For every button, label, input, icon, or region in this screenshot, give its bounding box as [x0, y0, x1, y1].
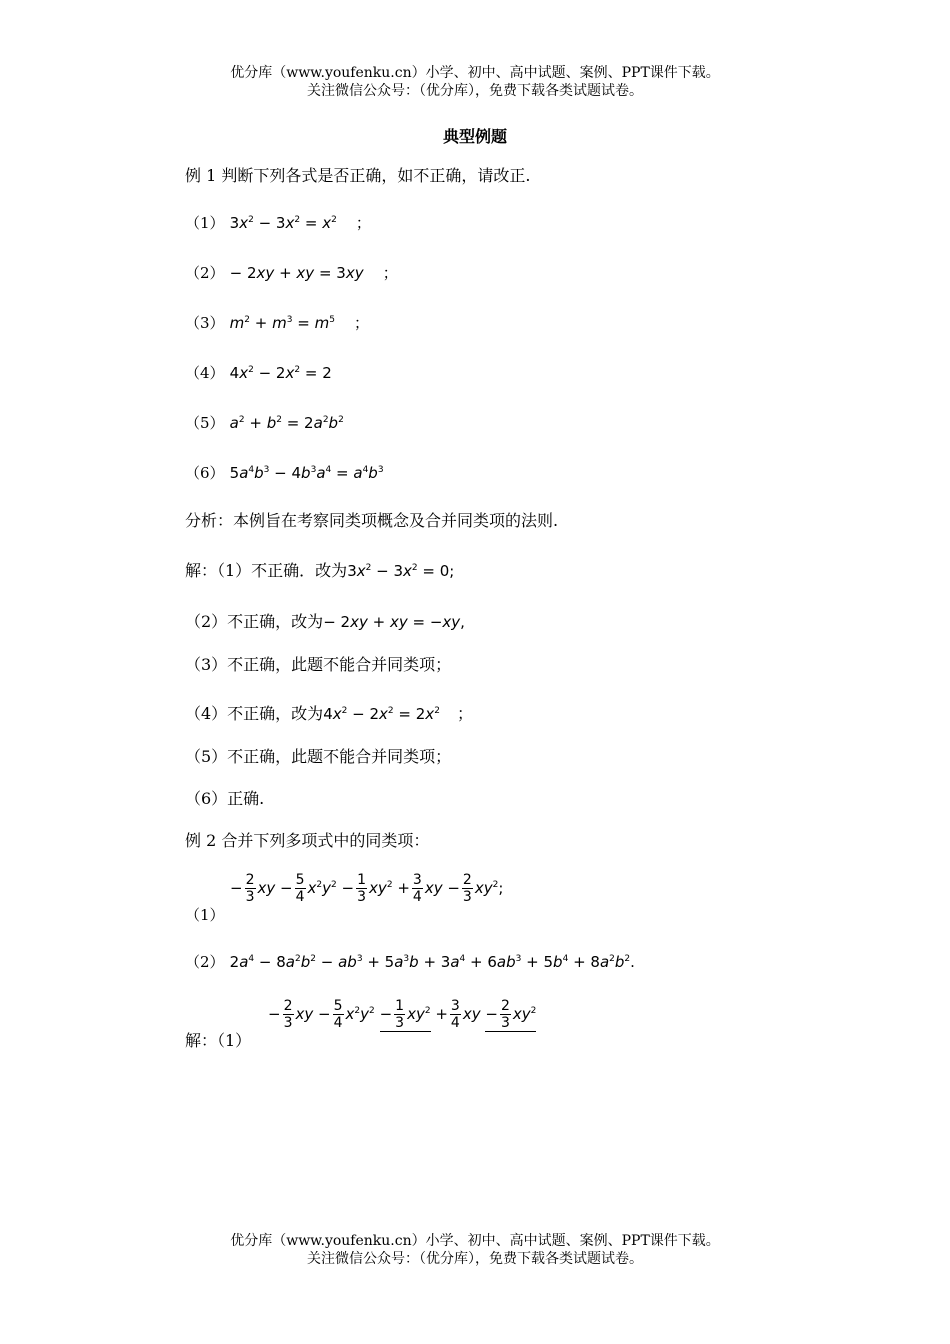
header-line-1: 优分库（www.youfenku.cn）小学、初中、高中试题、案例、PPT课件下载。	[230, 65, 720, 81]
analysis-text: 分析：本例旨在考察同类项概念及合并同类项的法则.	[185, 511, 559, 530]
item-label: （3）	[185, 314, 225, 332]
example-1-prompt: 例 1 判断下列各式是否正确，如不正确，请改正.	[185, 166, 531, 185]
solution-prefix: （2）不正确，改为	[185, 612, 324, 631]
footer-line-1: 优分库（www.youfenku.cn）小学、初中、高中试题、案例、PPT课件下载。	[230, 1233, 720, 1249]
solution-prefix: （4）不正确，改为	[185, 704, 324, 723]
solution-1-line-2	[185, 611, 465, 633]
example-1-item-4	[185, 362, 332, 383]
item-tail: ；	[354, 314, 370, 332]
formula: − 2xy + xy = 3xy	[229, 264, 364, 282]
solution-1-line-3: （3）不正确，此题不能合并同类项；	[185, 655, 452, 674]
formula: $3x^2 - 3x^2 = x^2$	[229, 214, 337, 232]
header-line-2: 关注微信公众号：（优分库），免费下载各类试题试卷。	[307, 83, 643, 99]
item-label: （6）	[185, 464, 225, 482]
item-label: （1）	[185, 214, 225, 232]
formula: $4x^2 - 2x^2 = 2$	[229, 364, 332, 382]
footer-line-2: 关注微信公众号：（优分库），免费下载各类试题试卷。	[307, 1251, 643, 1267]
example-1-item-2	[185, 262, 398, 283]
example-2-prompt: 例 2 合并下列多项式中的同类项：	[185, 831, 430, 850]
item-tail: ；	[382, 264, 398, 282]
example-1-item-1	[185, 212, 371, 233]
page-title: 典型例题	[442, 127, 507, 146]
example-1-item-5	[185, 412, 344, 433]
item-label: （2）	[185, 953, 225, 971]
formula: $2a^4 - 8a^2b^2 - ab^3 + 5a^3b + 3a^4 + 6ab^3 + 5b^4 + 8a^2b^2$.	[229, 953, 635, 971]
solution-2-prefix: 解：（1）	[185, 1031, 252, 1050]
solution-1-line-1	[185, 560, 454, 582]
solution-1-line-6: （6）正确.	[185, 789, 265, 808]
solution-1-line-4	[185, 703, 473, 725]
formula: $m^2 + m^3 = m^5$	[229, 314, 335, 332]
item-label: （2）	[185, 264, 225, 282]
formula: $5a^4b^3 - 4b^3a^4 = a^4b^3$	[229, 464, 384, 482]
item-label: （5）	[185, 414, 225, 432]
formula: $4x^2 - 2x^2 = 2x^2$	[323, 705, 440, 723]
example-1-item-6	[185, 462, 384, 483]
example-2-item-2	[185, 951, 635, 972]
example-2-item-1-label: （1）	[185, 906, 225, 924]
solution-2-formula: − $\frac{2}{3}$ xy − $\frac{5}{4}$ $x^2y^2$ − $\frac{1}{3}$ $xy^2$ + $\frac{3}{4}$ xy − $\frac{2}{3}$ $xy^2$	[268, 998, 537, 1031]
solution-1-line-5: （5）不正确，此题不能合并同类项；	[185, 747, 452, 766]
formula: $a^2 + b^2 = 2a^2b^2$	[229, 414, 344, 432]
example-1-item-3	[185, 312, 369, 333]
item-label: （4）	[185, 364, 225, 382]
example-2-item-1-formula: − $\frac{2}{3}$ xy − $\frac{5}{4}$ $x^2y^2$ − $\frac{1}{3}$ $xy^2$ + $\frac{3}{4}$ xy − $\frac{2}{3}$ $xy^2$;	[230, 872, 504, 905]
formula: $3x^2 - 3x^2 = 0$;	[347, 562, 455, 580]
item-tail: ；	[355, 214, 371, 232]
solution-tail: ；	[457, 704, 474, 723]
solution-prefix: 解：（1）不正确．改为	[185, 561, 348, 580]
formula: − 2xy + xy = −xy,	[323, 613, 465, 631]
